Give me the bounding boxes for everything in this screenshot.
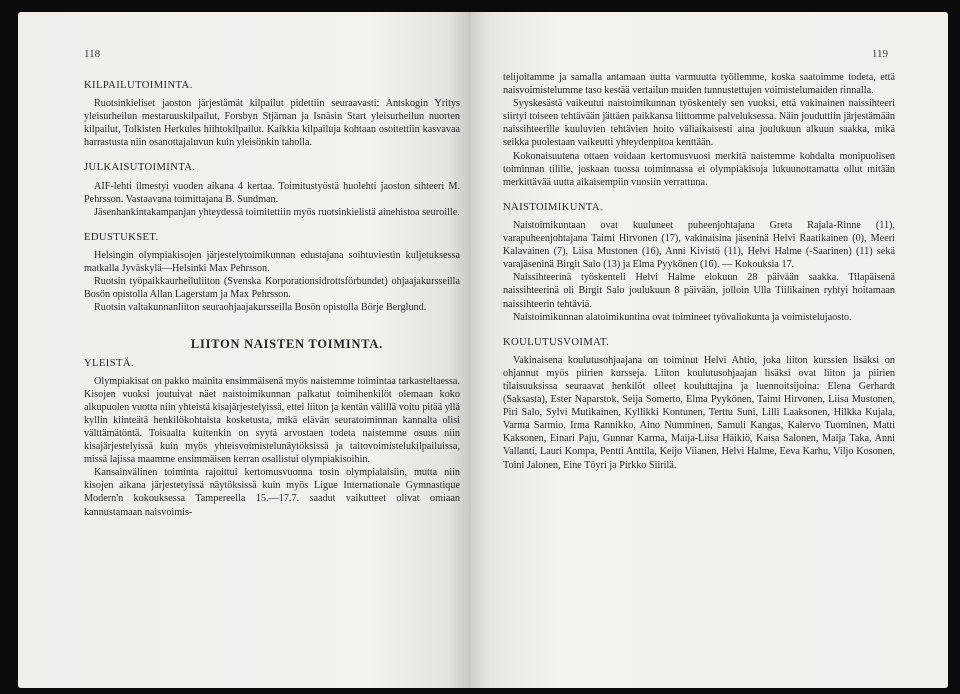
section-heading: JULKAISUTOIMINTA. [84, 162, 196, 174]
right-column [503, 71, 895, 472]
right-page [471, 12, 948, 688]
paragraph: AIF-lehti ilmestyi vuoden aikana 4 kertaa. Toimitustyöstä huolehti jaoston sihteeri M. Pehrsson. Vastaavana toimittajana B. Sundman. [84, 180, 460, 205]
paragraph: telijoitamme ja samalla antamaan uutta varmuutta työllemme, koska saatoimme todeta, että naisvoimistelumme taso kestää vertailun muiden tunnustettujen voimistelumaiden rinnalla. [503, 72, 895, 97]
paragraph: Helsingin olympiakisojen järjestelytoimikunnan edustajana soihtuviestin kuljetuksessa matkalla Jyväskylä—Helsinki Max Pehrsson. [84, 249, 460, 275]
paragraph: Naissihteerinä työskenteli Helvi Halme elokuun 28 päivään saakka. Tilapäisenä naissihteerinä oli Birgit Salo joulukuun 8 päivään, jolloin Ulla Tiilikainen ryhtyi hoitamaan naissihteerin tehtäviä. [503, 272, 895, 310]
paragraph: Ruotsinkieliset jaoston järjestämät kilpailut pidettiin seuraavasti: Antskogin Yritys yleisurheilun mestaruuskilpailut, Forsbyn Stjärnan ja Isnäsin Start yleisurheilun nuorten kilpailut, Tolkisten Herkules hiihtokilpailut. Kaikkia kilpailuja kohtaan osoitettiin kasvavaa harrastusta niin osanottajaluvun kuin yleisönkin taholla. [84, 98, 460, 149]
section-heading: KOULUTUSVOIMAT. [503, 336, 610, 348]
paragraph: Syyskesästä vaikeutui naistoimikunnan työskentely sen vuoksi, että vakinainen naissihteeri siirtyi toiseen tehtävään jättäen paikkansa liittomme palveluksessa. Näin jouduttiin järjestämään naissihteerille kuuluvien tehtävien hoito väliaikaisesti aina joulukuun alkuun saakka, mikä seikka puolestaan vaikeutti yhteydenpitoa kenttään. [503, 98, 895, 149]
book-spread [18, 12, 948, 688]
left-page [18, 12, 471, 688]
paragraph: Naistoimikuntaan ovat kuuluneet puheenjohtajana Greta Rajala-Rinne (11), varapuheenjohtajana Taimi Hirvonen (17), vakinaisina jäseninä Helvi Raatikainen (0), Meeri Kalavainen (7), Liisa Mustonen (16), Anni Kivistö (11), Helvi Halme (-Saarinen) (11) sekä varajäseninä Birgit Salo (13) ja Elma Pyykönen (16). — Kokouksia 17. [503, 219, 895, 271]
paragraph: Naistoimikunnan alatoimikuntina ovat toimineet työvaliokunta ja voimistelujaosto. [513, 311, 852, 323]
chapter-title: LIITON NAISTEN TOIMINTA. [190, 337, 384, 352]
section-heading: KILPAILUTOIMINTA. [84, 80, 193, 91]
paragraph: Jäsenhankintakampanjan yhteydessä toimitettiin myös ruotsinkielistä ainehistoa seuroille. [94, 206, 460, 218]
paragraph: Vakinaisena koulutusohjaajana on toiminut Helvi Ahtio, joka liiton kurssien lisäksi on ohjannut myös piirien kursseja. Liiton koulutusohjaajan lisäksi ovat liiton ja piirien tilaisuuksissa seuraavat henkilöt olleet kouluttajina ja luennoitsijoina: Elena Gerhardt (Saksasta), Ester Naparstok, Seija Somerto, Elma Pyykönen, Taimi Hirvonen, Liisa Mustonen, Piri Salo, Sylvi Mutikainen, Kyllikki Kontunen, Terttu Suni, Lilli Laaksonen, Hilkka Kujala, Varma Sarmio, Irma Rannikko, Aino Numminen, Samuli Kangas, Kalervo Tuominen, Matti Kaksonen, Einari Paju, Gunnar Karma, Maija-Liisa Häikiö, Kaisa Salonen, Maija Taka, Anni Vallanti, Lauri Kompa, Pentti Anttila, Keijo Viianen, Helvi Halme, Eeva Karhu, Viljo Kosonen, Toini Jalonen, Eine Töyri ja Pirkko Siirilä. [503, 354, 895, 471]
section-heading: NAISTOIMIKUNTA. [503, 201, 603, 213]
section-heading: EDUSTUKSET. [84, 231, 159, 243]
left-column [84, 79, 460, 519]
section-heading: YLEISTÄ. [84, 357, 134, 369]
paragraph: Ruotsin työpaikkaurheiluliiton (Svenska Korporationsidrottsförbundet) ohjaajakursseilla Bosön opistolla Allan Lagerstam ja Max Pehrsson. [84, 276, 460, 301]
paragraph: Olympiakisat on pakko mainita ensimmäisenä myös naistemme toimintaa tarkasteltaessa. Kisojen vuoksi joutuivat näet naistoimikunnan palkatut toimihenkilöt olemaan koko alkupuolen vuotta niin yhteistä kisajärjestelyissä, ettei liiton ja kentän välillä voitu pitää yllä kyllin kiinteätä henkilökohtaista kosketusta, mikä elävän seuratoiminnan kannalta olisi välttämätöntä. Toisaalta kuitenkin on syytä arvostaen todeta naistemme osuus niin kisajärjestelyissä kuin myös yhteisvoimistelunäytöksissä ja taitovoimistelukilpailuissa, missä lajissa maamme ensimmäisen kerran osallistui olympiakisoihin. [84, 375, 460, 466]
page-number: 118 [84, 48, 101, 60]
page-number: 119 [871, 48, 888, 60]
paragraph: Kokonaisuutena ottaen voidaan kertomusvuosi merkitä naistemme kohdalta monipuolisen toiminnan tililie, joskaan tuossa toiminnassa ei olympiakisoja lukuunottamatta ollut mitään merkittävää uutta aikaisempiin vuosiin verrattuna. [503, 150, 895, 188]
paragraph: Ruotsin valtakunnanliiton seuraohjaajakursseilla Bosön opistolla Börje Berglund. [94, 302, 427, 314]
paragraph: Kansainvälinen toiminta rajoittui kertomusvuonna tosin olympialaisiin, mutta niin kisojen aikana järjestetyissä näytöksissä kuin myös Ligue Internationale Gymnastique Modern'n kokouksessa Tampereella 15.—17.7. saadut vaikutteet olivat omiaan kannustamaan naisvoimis- [84, 467, 460, 518]
